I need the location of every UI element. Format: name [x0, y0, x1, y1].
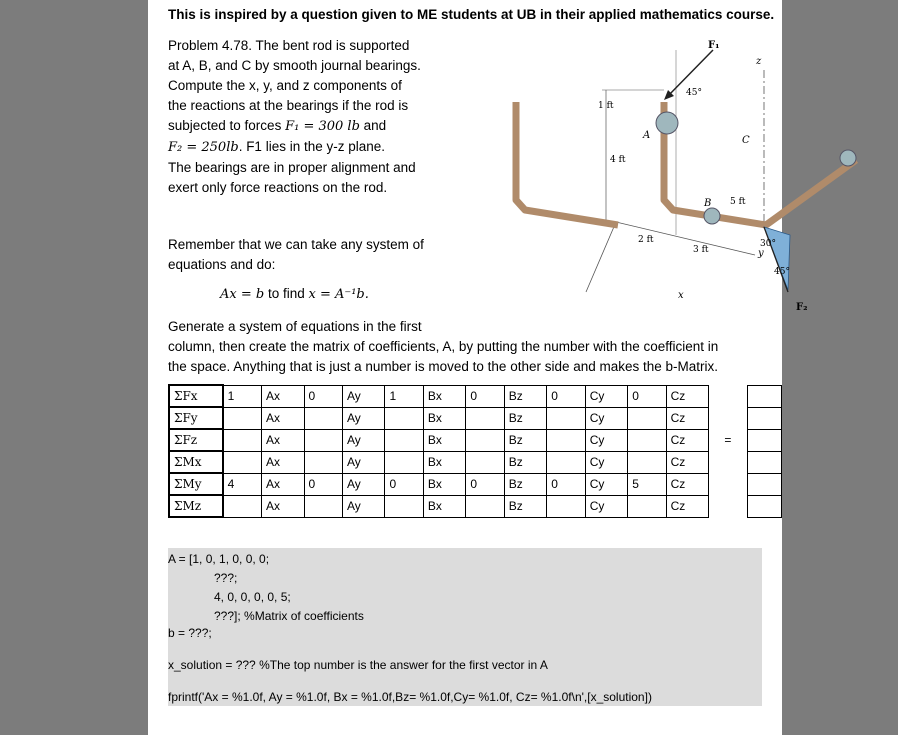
equation-label: ΣMx	[169, 451, 223, 473]
label-x: x	[678, 290, 684, 301]
bent-rod	[516, 102, 618, 225]
coefficient-cell[interactable]	[466, 407, 504, 429]
variable-cell: Bz	[504, 473, 547, 495]
variable-cell: Bz	[504, 495, 547, 517]
variable-cell: Cz	[666, 495, 709, 517]
coefficient-cell[interactable]	[547, 495, 585, 517]
coefficient-cell[interactable]: 1	[385, 385, 423, 407]
label-1ft: 1 ft	[598, 101, 614, 111]
variable-cell: Cy	[585, 495, 628, 517]
document-page	[148, 0, 808, 735]
code-line: x_solution = ??? %The top number is the answer for the first vector in A	[168, 658, 548, 672]
variable-cell: Ax	[262, 451, 305, 473]
variable-cell: Cy	[585, 407, 628, 429]
variable-cell: Ay	[342, 385, 385, 407]
b-matrix-cell[interactable]	[747, 429, 781, 451]
coefficient-cell[interactable]	[547, 429, 585, 451]
variable-cell: Ay	[342, 495, 385, 517]
coefficient-cell[interactable]	[304, 495, 342, 517]
equals-sign	[709, 451, 747, 473]
variable-cell: Cz	[666, 385, 709, 407]
coefficient-cell[interactable]	[223, 495, 262, 517]
coefficient-cell[interactable]: 0	[304, 385, 342, 407]
formula-lhs: Ax = b	[220, 287, 265, 302]
equals-sign	[709, 407, 747, 429]
remember-text	[168, 235, 458, 275]
remember-line: Remember that we can take any system of	[168, 237, 424, 252]
problem-line: Problem 4.78. The bent rod is supported	[168, 38, 410, 53]
coefficient-cell[interactable]	[628, 495, 666, 517]
coefficient-cell[interactable]	[385, 407, 423, 429]
equation-label: ΣMz	[169, 495, 223, 517]
coefficient-cell[interactable]: 0	[547, 473, 585, 495]
equals-sign	[709, 473, 747, 495]
coefficient-cell[interactable]	[466, 429, 504, 451]
coefficient-cell[interactable]: 0	[385, 473, 423, 495]
variable-cell: Bx	[423, 407, 466, 429]
coefficient-cell[interactable]	[385, 429, 423, 451]
equation-label: ΣFx	[169, 385, 223, 407]
label-2ft: 2 ft	[638, 235, 654, 245]
variable-cell: Cy	[585, 429, 628, 451]
equals-sign	[709, 495, 747, 517]
variable-cell: Cz	[666, 407, 709, 429]
matrix-formula	[220, 286, 369, 302]
label-3ft: 3 ft	[693, 245, 709, 255]
label-y: y	[758, 248, 764, 259]
coefficient-cell[interactable]: 0	[466, 473, 504, 495]
x-axis	[586, 222, 616, 292]
variable-cell: Ax	[262, 495, 305, 517]
code-line: 4, 0, 0, 0, 0, 5;	[214, 590, 291, 604]
coefficient-cell[interactable]	[547, 451, 585, 473]
bent-rod-upper	[664, 102, 856, 225]
label-f2: F₂	[796, 302, 808, 313]
label-z: z	[756, 56, 762, 67]
equation-label: ΣFy	[169, 407, 223, 429]
equation-row	[169, 429, 782, 451]
label-c: C	[742, 135, 750, 146]
variable-cell: Bz	[504, 407, 547, 429]
variable-cell: Cy	[585, 451, 628, 473]
coefficient-cell[interactable]: 0	[304, 473, 342, 495]
label-30: 30°	[760, 239, 776, 249]
label-f1: F₁	[708, 40, 720, 51]
problem-text: subjected to forces	[168, 118, 286, 133]
coefficient-cell[interactable]: 5	[628, 473, 666, 495]
label-a: A	[643, 130, 651, 141]
problem-line	[168, 116, 438, 137]
coefficient-cell[interactable]	[547, 407, 585, 429]
instructions-line: Generate a system of equations in the first	[168, 319, 422, 334]
variable-cell: Ax	[262, 385, 305, 407]
problem-line: Compute the x, y, and z components of	[168, 78, 402, 93]
coefficient-cell[interactable]	[628, 429, 666, 451]
variable-cell: Bz	[504, 451, 547, 473]
code-line: ???;	[214, 571, 238, 585]
force-f2-equation: F₂ = 250lb	[168, 140, 239, 155]
bearing-b	[704, 208, 720, 224]
coefficient-cell[interactable]	[628, 407, 666, 429]
label-4ft: 4 ft	[610, 155, 626, 165]
variable-cell: Cz	[666, 429, 709, 451]
equation-row	[169, 385, 782, 407]
variable-cell: Bx	[423, 429, 466, 451]
code-line: A = [1, 0, 1, 0, 0, 0;	[168, 552, 270, 566]
equation-label: ΣMy	[169, 473, 223, 495]
code-line: b = ???;	[168, 626, 212, 640]
problem-line	[168, 137, 438, 158]
code-line: fprintf('Ax = %1.0f, Ay = %1.0f, Bx = %1.0f,Bz= %1.0f,Cy= %1.0f, Cz= %1.0f\n',[x_solution])	[168, 690, 652, 704]
coefficient-cell[interactable]	[304, 429, 342, 451]
problem-line: the reactions at the bearings if the rod is	[168, 98, 409, 113]
bearing-a	[656, 112, 678, 134]
coefficient-cell[interactable]: 0	[466, 385, 504, 407]
equation-row	[169, 495, 782, 517]
remember-line: equations and do:	[168, 257, 276, 272]
coefficient-cell[interactable]	[304, 407, 342, 429]
coefficient-cell[interactable]	[223, 407, 262, 429]
instructions-line: column, then create the matrix of coefficients, A, by putting the number with the coefficient in	[168, 339, 719, 354]
variable-cell: Bx	[423, 473, 466, 495]
variable-cell: Bx	[423, 495, 466, 517]
variable-cell: Ax	[262, 429, 305, 451]
problem-statement	[168, 36, 438, 198]
label-45-bottom: 45°	[774, 267, 790, 277]
coefficient-cell[interactable]: 0	[628, 385, 666, 407]
b-matrix-cell[interactable]	[747, 495, 781, 517]
b-matrix-cell[interactable]	[747, 385, 781, 407]
variable-cell: Bz	[504, 385, 547, 407]
coefficient-cell[interactable]	[304, 451, 342, 473]
variable-cell: Ay	[342, 429, 385, 451]
variable-cell: Cy	[585, 385, 628, 407]
bent-rod-figure	[438, 30, 808, 320]
problem-line: at A, B, and C by smooth journal bearings.	[168, 58, 421, 73]
variable-cell: Ay	[342, 407, 385, 429]
coefficient-cell[interactable]	[385, 495, 423, 517]
problem-text: and	[359, 118, 387, 133]
coefficient-cell[interactable]	[466, 495, 504, 517]
equals-sign: =	[724, 433, 732, 447]
variable-cell: Bz	[504, 429, 547, 451]
variable-cell: Ax	[262, 473, 305, 495]
equation-row	[169, 451, 782, 473]
b-matrix-cell[interactable]	[747, 473, 781, 495]
variable-cell: Cz	[666, 451, 709, 473]
label-b: B	[704, 198, 712, 209]
instructions-text	[168, 317, 768, 377]
force-f1-equation: F₁ = 300 lb	[285, 119, 360, 134]
code-block	[168, 548, 762, 706]
label-5ft: 5 ft	[730, 197, 746, 207]
coefficient-cell[interactable]	[466, 451, 504, 473]
problem-line: The bearings are in proper alignment and	[168, 160, 416, 175]
coefficient-cell[interactable]	[223, 451, 262, 473]
coefficient-cell[interactable]	[628, 451, 666, 473]
b-matrix-cell[interactable]	[747, 407, 781, 429]
label-45-top: 45°	[686, 88, 702, 98]
coefficient-cell[interactable]: 0	[547, 385, 585, 407]
formula-rhs: x = A⁻¹b.	[308, 287, 369, 302]
formula-mid: to find	[264, 286, 309, 301]
instructions-line: the space. Anything that is just a number is moved to the other side and makes the b-Matrix.	[168, 359, 719, 374]
problem-text: . F1 lies in the y-z plane.	[238, 139, 386, 154]
variable-cell: Ay	[342, 451, 385, 473]
variable-cell: Cy	[585, 473, 628, 495]
b-matrix-cell[interactable]	[747, 451, 781, 473]
equation-table	[168, 384, 782, 518]
coefficient-cell[interactable]: 1	[223, 385, 262, 407]
equation-row	[169, 473, 782, 495]
bearing-c	[840, 150, 856, 166]
problem-line: exert only force reactions on the rod.	[168, 180, 388, 195]
variable-cell: Bx	[423, 385, 466, 407]
document-title: This is inspired by a question given to ME students at UB in their applied mathematics course.	[168, 7, 775, 22]
equation-row	[169, 407, 782, 429]
variable-cell: Bx	[423, 451, 466, 473]
variable-cell: Ax	[262, 407, 305, 429]
coefficient-cell[interactable]	[223, 429, 262, 451]
variable-cell: Cz	[666, 473, 709, 495]
coefficient-cell[interactable]	[385, 451, 423, 473]
code-line: ???]; %Matrix of coefficients	[214, 609, 364, 623]
y-axis	[616, 222, 755, 255]
coefficient-cell[interactable]: 4	[223, 473, 262, 495]
variable-cell: Ay	[342, 473, 385, 495]
equation-label: ΣFz	[169, 429, 223, 451]
equals-sign	[709, 385, 747, 407]
